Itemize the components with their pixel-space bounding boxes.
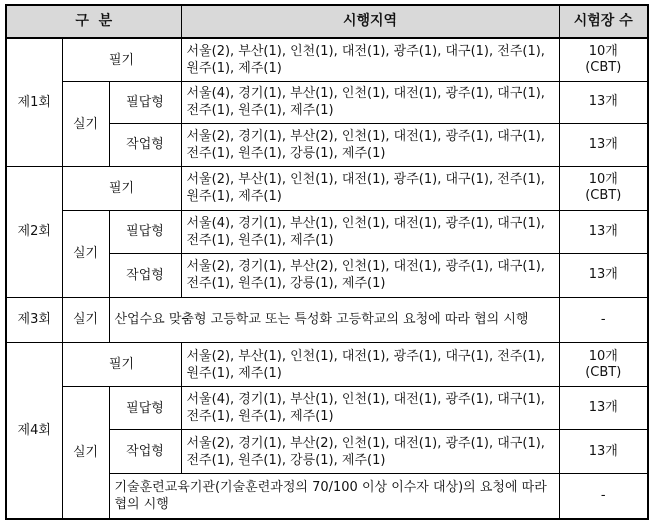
- work-type-label: 작업형: [109, 254, 181, 298]
- table-row: [6, 167, 648, 211]
- answer-locations: 서울(4), 경기(1), 부산(1), 인천(1), 대전(1), 광주(1), 대구(1), 전주(1), 원주(1), 제주(1): [181, 386, 559, 430]
- work-count: 13개: [559, 123, 648, 167]
- work-type-label: 작업형: [109, 430, 181, 474]
- exam-site-table: [5, 4, 649, 520]
- written-answer-label: 필답형: [109, 82, 181, 123]
- written-locations: 서울(2), 부산(1), 인천(1), 대전(1), 광주(1), 대구(1), 전주(1), 원주(1), 제주(1): [181, 167, 559, 211]
- training-count: -: [559, 473, 648, 519]
- work-count: 13개: [559, 254, 648, 298]
- round-label: 제2회: [6, 167, 62, 298]
- answer-count: 13개: [559, 82, 648, 123]
- table-row: [6, 38, 648, 82]
- table-row: [6, 82, 648, 123]
- work-locations: 서울(2), 경기(1), 부산(2), 인천(1), 대전(1), 광주(1), 대구(1), 전주(1), 원주(1), 강릉(1), 제주(1): [181, 254, 559, 298]
- table-row: [6, 386, 648, 430]
- round-label: 제3회: [6, 297, 62, 343]
- written-label: 필기: [62, 167, 181, 211]
- count-value: 10개: [588, 348, 618, 364]
- written-locations: 서울(2), 부산(1), 인천(1), 대전(1), 광주(1), 대구(1), 전주(1), 원주(1), 제주(1): [181, 38, 559, 82]
- written-count: [559, 38, 648, 82]
- written-answer-label: 필답형: [109, 386, 181, 430]
- practical-label: 실기: [62, 210, 109, 297]
- header-location: 시행지역: [181, 5, 559, 38]
- header-count: 시험장 수: [559, 5, 648, 38]
- written-count: [559, 167, 648, 211]
- cbt-note: (CBT): [585, 188, 622, 204]
- written-label: 필기: [62, 38, 181, 82]
- table-header-row: [6, 5, 648, 38]
- answer-count: 13개: [559, 386, 648, 430]
- written-answer-label: 필답형: [109, 210, 181, 254]
- cbt-note: (CBT): [585, 60, 622, 76]
- work-count: 13개: [559, 430, 648, 474]
- table-row: [6, 297, 648, 343]
- work-locations: 서울(2), 경기(1), 부산(2), 인천(1), 대전(1), 광주(1), 대구(1), 전주(1), 원주(1), 강릉(1), 제주(1): [181, 123, 559, 167]
- table-row: [6, 343, 648, 387]
- practical-locations: 산업수요 맞춤형 고등학교 또는 특성화 고등학교의 요청에 따라 협의 시행: [109, 297, 559, 343]
- answer-locations: 서울(4), 경기(1), 부산(1), 인천(1), 대전(1), 광주(1), 대구(1), 전주(1), 원주(1), 제주(1): [181, 210, 559, 254]
- practical-label: 실기: [62, 297, 109, 343]
- round-label: 제1회: [6, 38, 62, 166]
- practical-count: -: [559, 297, 648, 343]
- training-locations: 기술훈련교육기관(기술훈련과정의 70/100 이상 이수자 대상)의 요청에 따라 협의 시행: [109, 473, 559, 519]
- work-locations: 서울(2), 경기(1), 부산(2), 인천(1), 대전(1), 광주(1), 대구(1), 전주(1), 원주(1), 강릉(1), 제주(1): [181, 430, 559, 474]
- written-locations: 서울(2), 부산(1), 인천(1), 대전(1), 광주(1), 대구(1), 전주(1), 원주(1), 제주(1): [181, 343, 559, 387]
- count-value: 10개: [588, 44, 618, 60]
- work-type-label: 작업형: [109, 123, 181, 167]
- count-value: 10개: [588, 172, 618, 188]
- cbt-note: (CBT): [585, 364, 622, 380]
- answer-locations: 서울(4), 경기(1), 부산(1), 인천(1), 대전(1), 광주(1), 대구(1), 전주(1), 원주(1), 제주(1): [181, 82, 559, 123]
- answer-count: 13개: [559, 210, 648, 254]
- round-label: 제4회: [6, 343, 62, 519]
- practical-label: 실기: [62, 82, 109, 167]
- written-label: 필기: [62, 343, 181, 387]
- written-count: [559, 343, 648, 387]
- header-category: 구 분: [6, 5, 181, 38]
- practical-label: 실기: [62, 386, 109, 519]
- table-row: [6, 210, 648, 254]
